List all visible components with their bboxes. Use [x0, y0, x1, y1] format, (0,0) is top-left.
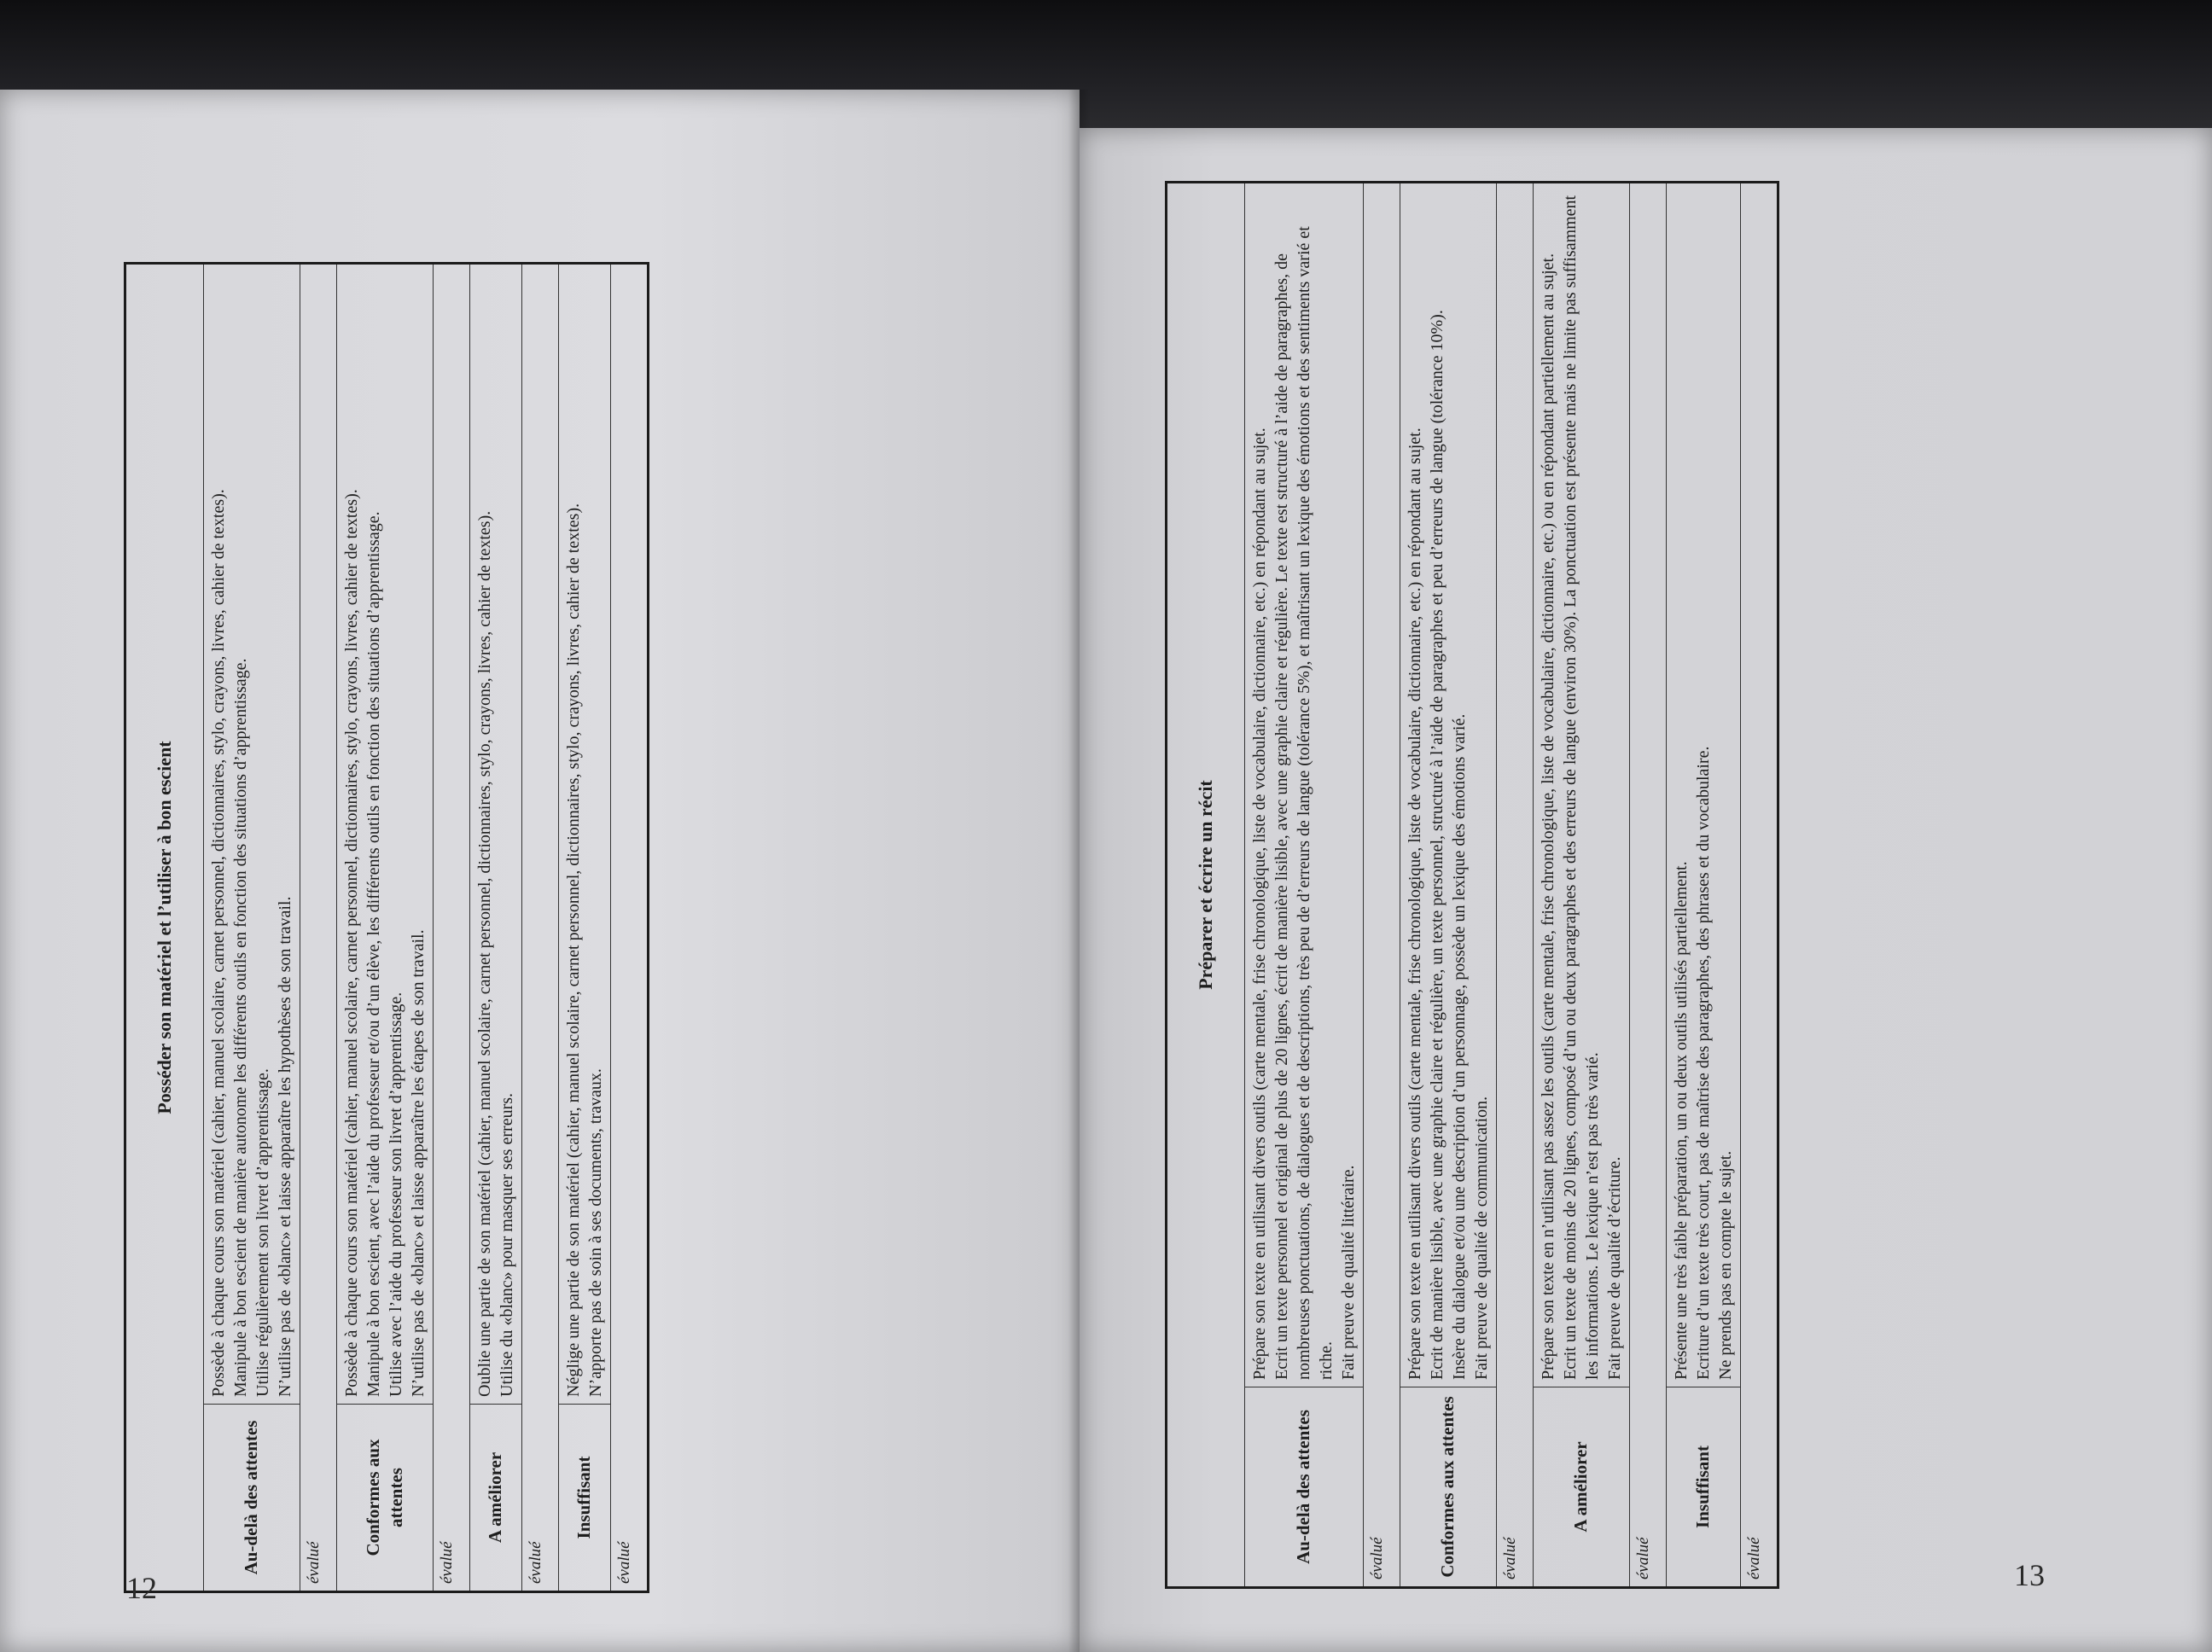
- description-line: Possède à chaque cours son matériel (cahier, manuel scolaire, carnet personnel, dictionnaires, stylo, crayons, livres, cahier de textes).: [342, 489, 361, 1397]
- level-description: [559, 264, 611, 1405]
- level-label: Au-delà des attentes: [1245, 1387, 1364, 1588]
- description-line: Utilise régulièrement son livret d’apprentissage.: [253, 1068, 272, 1397]
- description-line: N’utilise pas de «blanc» et laisse apparaître les étapes de son travail.: [409, 929, 428, 1397]
- description-line: Insère du dialogue et/ou une description d’un personnage, possède un lexique des émotions varié.: [1450, 713, 1469, 1380]
- eval-row: [611, 264, 649, 1592]
- eval-label: évalué: [611, 1405, 649, 1592]
- description-line: Ecrit de manière lisible, avec une graphie claire et régulière, un texte personnel, structuré à l’aide de paragraphes et peu d’erreurs de langue (tolérance 10%).: [1428, 310, 1447, 1380]
- table-row: [337, 264, 434, 1592]
- description-line: N’apporte pas de soin à ses documents, travaux.: [586, 1068, 605, 1397]
- level-label: A améliorer: [470, 1405, 522, 1592]
- eval-row: [300, 264, 337, 1592]
- description-line: Utilise avec l’aide du professeur son livret d’apprentissage.: [387, 992, 405, 1397]
- description-line: Fait preuve de qualité littéraire.: [1339, 1165, 1358, 1380]
- level-description: [337, 264, 434, 1405]
- description-line: Fait preuve de qualité d’écriture.: [1605, 1156, 1624, 1380]
- description-line: Présente une très faible préparation, un ou deux outils utilisés partiellement.: [1672, 861, 1691, 1380]
- eval-label: évalué: [1741, 1387, 1778, 1588]
- eval-field[interactable]: [522, 264, 559, 1405]
- eval-field[interactable]: [1364, 183, 1400, 1387]
- description-line: Prépare son texte en utilisant divers outils (carte mentale, frise chronologique, liste de vocabulaire, dictionnaire, etc.) en répondant au sujet.: [1406, 428, 1424, 1380]
- eval-field[interactable]: [300, 264, 337, 1405]
- eval-row: [1497, 183, 1534, 1588]
- level-description: [470, 264, 522, 1405]
- level-description: [204, 264, 300, 1405]
- eval-row: [522, 264, 559, 1592]
- level-label: Au-delà des attentes: [204, 1405, 300, 1592]
- table-row: [1667, 183, 1741, 1588]
- eval-label: évalué: [300, 1405, 337, 1592]
- description-line: Ecrit un texte personnel et original de plus de 20 lignes, écrit de manière lisible, avec une graphie claire et régulière. Le texte est structuré à l’aide de paragraphes, de nombreuses ponctuations, de dialogues et de descriptions, très peu de d’erreurs de langue (tolérance 5%), et maîtrisant un lexique des émotions et des sentiments varié et riche.: [1272, 226, 1336, 1380]
- rubric-table-left-wrapper: [124, 262, 649, 1593]
- level-description: [1667, 183, 1741, 1387]
- level-label: Insuffisant: [1667, 1387, 1741, 1588]
- description-line: N’utilise pas de «blanc» et laisse apparaître les hypothèses de son travail.: [276, 896, 294, 1397]
- eval-label: évalué: [1364, 1387, 1400, 1588]
- eval-label: évalué: [522, 1405, 559, 1592]
- page-number: 13: [2014, 1558, 2045, 1592]
- table-row: [470, 264, 522, 1592]
- table-row: [204, 264, 300, 1592]
- level-label: A améliorer: [1534, 1387, 1630, 1588]
- table-row: [1534, 183, 1630, 1588]
- description-line: Ecriture d’un texte très court, pas de maîtrise des paragraphes, des phrases et du vocabulaire.: [1694, 746, 1713, 1380]
- table-title: Préparer et écrire un récit: [1167, 183, 1245, 1588]
- eval-row: [1364, 183, 1400, 1588]
- page-number: 12: [126, 1571, 157, 1605]
- level-description: [1245, 183, 1364, 1387]
- eval-field[interactable]: [611, 264, 649, 1405]
- page-right: [1080, 128, 2212, 1652]
- description-line: Fait preuve de qualité de communication.: [1472, 1096, 1491, 1380]
- description-line: Oublie une partie de son matériel (cahier, manuel scolaire, carnet personnel, dictionnaires, stylo, crayons, livres, cahier de textes).: [475, 510, 494, 1397]
- eval-field[interactable]: [1630, 183, 1667, 1387]
- description-line: Utilise du «blanc» pour masquer ses erreurs.: [498, 1092, 516, 1397]
- page-left: [0, 90, 1080, 1652]
- level-label: Conformes aux attentes: [1400, 1387, 1497, 1588]
- eval-label: évalué: [1497, 1387, 1534, 1588]
- eval-field[interactable]: [1741, 183, 1778, 1387]
- description-line: Ne prends pas en compte le sujet.: [1716, 1150, 1735, 1380]
- description-line: Possède à chaque cours son matériel (cahier, manuel scolaire, carnet personnel, dictionnaires, stylo, crayons, livres, cahier de textes).: [209, 489, 228, 1397]
- eval-row: [1741, 183, 1778, 1588]
- description-line: Ecrit un texte de moins de 20 lignes, composé d’un ou deux paragraphes et des erreurs de langue (environ 30%). La ponctuation est présente mais ne limite pas suffisamment les informations. Le lexique n’est pas très varié.: [1561, 195, 1602, 1380]
- table-row: [559, 264, 611, 1592]
- level-description: [1534, 183, 1630, 1387]
- description-line: Prépare son texte en utilisant divers outils (carte mentale, frise chronologique, liste de vocabulaire, dictionnaire, etc.) en répondant au sujet.: [1250, 428, 1269, 1380]
- table-title: Posséder son matériel et l’utiliser à bon escient: [125, 264, 204, 1592]
- description-line: Néglige une partie de son matériel (cahier, manuel scolaire, carnet personnel, dictionnaires, stylo, crayons, livres, cahier de textes).: [564, 503, 583, 1397]
- rubric-table-right: [1165, 181, 1779, 1589]
- eval-row: [1630, 183, 1667, 1588]
- level-label: Insuffisant: [559, 1405, 611, 1592]
- eval-field[interactable]: [434, 264, 470, 1405]
- level-description: [1400, 183, 1497, 1387]
- table-row: [1400, 183, 1497, 1588]
- rubric-table-right-wrapper: [1165, 181, 1779, 1589]
- eval-label: évalué: [1630, 1387, 1667, 1588]
- description-line: Manipule à bon escient de manière autonome les différents outils en fonction des situations d’apprentissage.: [231, 658, 250, 1397]
- rubric-table-left: [124, 262, 649, 1593]
- table-row: [1245, 183, 1364, 1588]
- description-line: Prépare son texte en n’utilisant pas assez les outils (carte mentale, frise chronologique, liste de vocabulaire, dictionnaire, etc.) ou en répondant partiellement au sujet.: [1539, 253, 1557, 1380]
- description-line: Manipule à bon escient, avec l’aide du professeur et/ou d’un élève, les différents outils en fonction des situations d’apprentissage.: [364, 511, 383, 1397]
- eval-label: évalué: [434, 1405, 470, 1592]
- eval-field[interactable]: [1497, 183, 1534, 1387]
- level-label: Conformes aux attentes: [337, 1405, 434, 1592]
- eval-row: [434, 264, 470, 1592]
